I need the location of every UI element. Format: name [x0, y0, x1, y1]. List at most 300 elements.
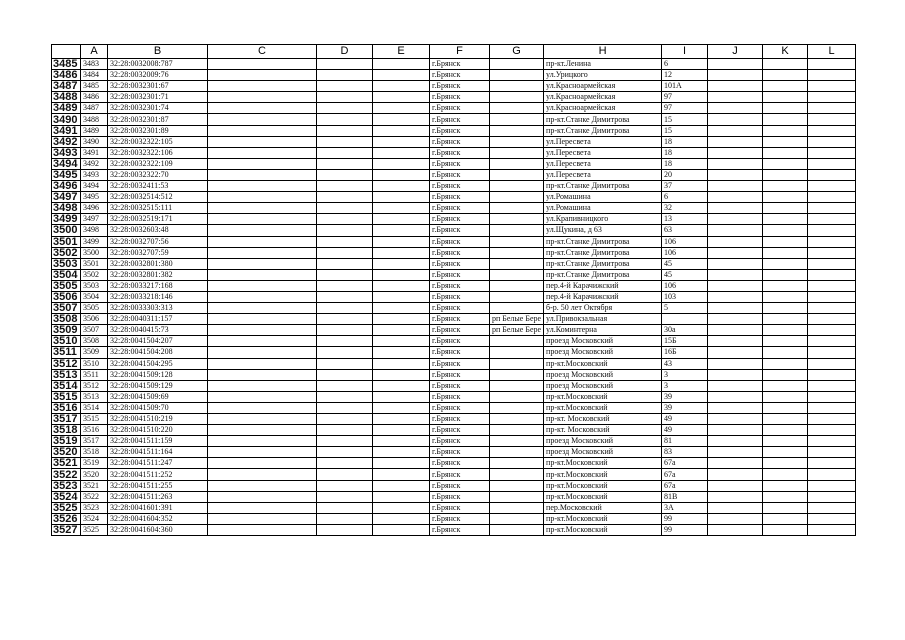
cell-h[interactable]: проезд Московский — [544, 369, 662, 380]
cell-i[interactable]: 99 — [662, 524, 708, 535]
cell-c[interactable] — [208, 458, 317, 469]
cell-d[interactable] — [317, 269, 373, 280]
cell-g[interactable] — [490, 391, 544, 402]
cell-c[interactable] — [208, 524, 317, 535]
cell-h[interactable]: пр-кт.Московский — [544, 458, 662, 469]
cell-j[interactable] — [708, 391, 763, 402]
cell-g[interactable]: рп Белые Бере — [490, 325, 544, 336]
cell-c[interactable] — [208, 480, 317, 491]
cell-d[interactable] — [317, 414, 373, 425]
cell-i[interactable]: 15Б — [662, 336, 708, 347]
cell-c[interactable] — [208, 513, 317, 524]
row-header[interactable]: 3511 — [52, 347, 81, 358]
cell-g[interactable] — [490, 303, 544, 314]
cell-k[interactable] — [763, 469, 808, 480]
cell-g[interactable] — [490, 358, 544, 369]
cell-g[interactable] — [490, 258, 544, 269]
cell-e[interactable] — [373, 269, 430, 280]
cell-l[interactable] — [808, 258, 856, 269]
cell-d[interactable] — [317, 325, 373, 336]
cell-a[interactable]: 3513 — [81, 391, 108, 402]
cell-e[interactable] — [373, 203, 430, 214]
cell-c[interactable] — [208, 447, 317, 458]
cell-a[interactable]: 3485 — [81, 81, 108, 92]
cell-c[interactable] — [208, 114, 317, 125]
cell-a[interactable]: 3508 — [81, 336, 108, 347]
cell-b[interactable]: 32:28:0033218:146 — [108, 291, 208, 302]
cell-d[interactable] — [317, 169, 373, 180]
cell-f[interactable]: г.Брянск — [430, 391, 490, 402]
cell-f[interactable]: г.Брянск — [430, 325, 490, 336]
cell-c[interactable] — [208, 491, 317, 502]
cell-d[interactable] — [317, 436, 373, 447]
cell-e[interactable] — [373, 480, 430, 491]
cell-e[interactable] — [373, 369, 430, 380]
cell-l[interactable] — [808, 169, 856, 180]
cell-c[interactable] — [208, 258, 317, 269]
cell-f[interactable]: г.Брянск — [430, 59, 490, 70]
cell-d[interactable] — [317, 425, 373, 436]
cell-l[interactable] — [808, 402, 856, 413]
cell-b[interactable]: 32:28:0032514:512 — [108, 192, 208, 203]
cell-f[interactable]: г.Брянск — [430, 314, 490, 325]
cell-c[interactable] — [208, 425, 317, 436]
cell-k[interactable] — [763, 236, 808, 247]
column-header-f[interactable]: F — [430, 45, 490, 59]
cell-h[interactable]: проезд Московский — [544, 336, 662, 347]
cell-d[interactable] — [317, 380, 373, 391]
cell-j[interactable] — [708, 125, 763, 136]
cell-f[interactable]: г.Брянск — [430, 214, 490, 225]
cell-d[interactable] — [317, 81, 373, 92]
cell-i[interactable]: 67а — [662, 480, 708, 491]
cell-h[interactable]: пр-кт.Станке Димитрова — [544, 114, 662, 125]
cell-b[interactable]: 32:28:0032301:67 — [108, 81, 208, 92]
cell-a[interactable]: 3503 — [81, 280, 108, 291]
cell-i[interactable]: 12 — [662, 70, 708, 81]
cell-f[interactable]: г.Брянск — [430, 225, 490, 236]
row-header[interactable]: 3527 — [52, 524, 81, 535]
cell-c[interactable] — [208, 469, 317, 480]
cell-b[interactable]: 32:28:0041511:255 — [108, 480, 208, 491]
cell-i[interactable]: 45 — [662, 269, 708, 280]
cell-a[interactable]: 3520 — [81, 469, 108, 480]
cell-l[interactable] — [808, 214, 856, 225]
cell-e[interactable] — [373, 491, 430, 502]
cell-l[interactable] — [808, 447, 856, 458]
cell-l[interactable] — [808, 502, 856, 513]
cell-e[interactable] — [373, 192, 430, 203]
cell-i[interactable]: 63 — [662, 225, 708, 236]
cell-a[interactable]: 3505 — [81, 303, 108, 314]
cell-g[interactable] — [490, 147, 544, 158]
cell-g[interactable] — [490, 336, 544, 347]
cell-k[interactable] — [763, 391, 808, 402]
cell-e[interactable] — [373, 136, 430, 147]
row-header[interactable]: 3515 — [52, 391, 81, 402]
cell-e[interactable] — [373, 258, 430, 269]
cell-l[interactable] — [808, 203, 856, 214]
cell-i[interactable]: 3 — [662, 380, 708, 391]
row-header[interactable]: 3489 — [52, 103, 81, 114]
cell-e[interactable] — [373, 425, 430, 436]
cell-k[interactable] — [763, 314, 808, 325]
cell-k[interactable] — [763, 103, 808, 114]
cell-g[interactable] — [490, 136, 544, 147]
cell-g[interactable] — [490, 380, 544, 391]
cell-f[interactable]: г.Брянск — [430, 258, 490, 269]
cell-a[interactable]: 3504 — [81, 291, 108, 302]
cell-j[interactable] — [708, 214, 763, 225]
row-header[interactable]: 3485 — [52, 59, 81, 70]
cell-k[interactable] — [763, 81, 808, 92]
cell-i[interactable]: 3А — [662, 502, 708, 513]
cell-a[interactable]: 3506 — [81, 314, 108, 325]
cell-h[interactable]: ул.Крапивницкого — [544, 214, 662, 225]
cell-a[interactable]: 3488 — [81, 114, 108, 125]
cell-b[interactable]: 32:28:0033303:313 — [108, 303, 208, 314]
cell-k[interactable] — [763, 380, 808, 391]
cell-f[interactable]: г.Брянск — [430, 369, 490, 380]
cell-a[interactable]: 3487 — [81, 103, 108, 114]
cell-a[interactable]: 3499 — [81, 236, 108, 247]
cell-a[interactable]: 3483 — [81, 59, 108, 70]
cell-j[interactable] — [708, 247, 763, 258]
cell-g[interactable] — [490, 280, 544, 291]
cell-h[interactable]: пр-кт.Московский — [544, 402, 662, 413]
cell-a[interactable]: 3512 — [81, 380, 108, 391]
cell-c[interactable] — [208, 136, 317, 147]
cell-g[interactable] — [490, 369, 544, 380]
cell-f[interactable]: г.Брянск — [430, 70, 490, 81]
cell-k[interactable] — [763, 480, 808, 491]
cell-e[interactable] — [373, 147, 430, 158]
cell-a[interactable]: 3491 — [81, 147, 108, 158]
cell-c[interactable] — [208, 70, 317, 81]
row-header[interactable]: 3496 — [52, 181, 81, 192]
row-header[interactable]: 3503 — [52, 258, 81, 269]
cell-e[interactable] — [373, 236, 430, 247]
cell-c[interactable] — [208, 103, 317, 114]
cell-j[interactable] — [708, 502, 763, 513]
cell-g[interactable] — [490, 70, 544, 81]
cell-f[interactable]: г.Брянск — [430, 136, 490, 147]
cell-a[interactable]: 3501 — [81, 258, 108, 269]
cell-j[interactable] — [708, 336, 763, 347]
cell-i[interactable]: 18 — [662, 158, 708, 169]
cell-b[interactable]: 32:28:0032515:111 — [108, 203, 208, 214]
cell-d[interactable] — [317, 314, 373, 325]
cell-b[interactable]: 32:28:0041509:129 — [108, 380, 208, 391]
cell-f[interactable]: г.Брянск — [430, 280, 490, 291]
cell-g[interactable] — [490, 414, 544, 425]
cell-f[interactable]: г.Брянск — [430, 181, 490, 192]
cell-b[interactable]: 32:28:0041511:252 — [108, 469, 208, 480]
cell-j[interactable] — [708, 369, 763, 380]
cell-g[interactable] — [490, 347, 544, 358]
cell-k[interactable] — [763, 524, 808, 535]
cell-g[interactable] — [490, 247, 544, 258]
cell-l[interactable] — [808, 314, 856, 325]
cell-b[interactable]: 32:28:0041504:207 — [108, 336, 208, 347]
cell-j[interactable] — [708, 303, 763, 314]
cell-d[interactable] — [317, 114, 373, 125]
cell-c[interactable] — [208, 369, 317, 380]
cell-a[interactable]: 3495 — [81, 192, 108, 203]
cell-j[interactable] — [708, 402, 763, 413]
row-header[interactable]: 3486 — [52, 70, 81, 81]
cell-d[interactable] — [317, 402, 373, 413]
row-header[interactable]: 3522 — [52, 469, 81, 480]
cell-j[interactable] — [708, 291, 763, 302]
cell-g[interactable] — [490, 214, 544, 225]
cell-f[interactable]: г.Брянск — [430, 447, 490, 458]
row-header[interactable]: 3499 — [52, 214, 81, 225]
cell-h[interactable]: ул.Пересвета — [544, 158, 662, 169]
cell-i[interactable]: 81 — [662, 436, 708, 447]
cell-i[interactable]: 18 — [662, 147, 708, 158]
cell-b[interactable]: 32:28:0032008:787 — [108, 59, 208, 70]
cell-h[interactable]: б-р. 50 лет Октября — [544, 303, 662, 314]
row-header[interactable]: 3497 — [52, 192, 81, 203]
cell-i[interactable]: 3 — [662, 369, 708, 380]
cell-b[interactable]: 32:28:0032603:48 — [108, 225, 208, 236]
cell-i[interactable]: 49 — [662, 425, 708, 436]
cell-i[interactable]: 67а — [662, 458, 708, 469]
cell-b[interactable]: 32:28:0041511:247 — [108, 458, 208, 469]
cell-k[interactable] — [763, 125, 808, 136]
column-header-g[interactable]: G — [490, 45, 544, 59]
cell-k[interactable] — [763, 247, 808, 258]
row-header[interactable]: 3508 — [52, 314, 81, 325]
corner-cell[interactable] — [52, 45, 81, 59]
row-header[interactable]: 3507 — [52, 303, 81, 314]
cell-g[interactable] — [490, 291, 544, 302]
cell-c[interactable] — [208, 192, 317, 203]
cell-e[interactable] — [373, 125, 430, 136]
cell-j[interactable] — [708, 192, 763, 203]
cell-c[interactable] — [208, 402, 317, 413]
cell-b[interactable]: 32:28:0032301:74 — [108, 103, 208, 114]
row-header[interactable]: 3504 — [52, 269, 81, 280]
cell-l[interactable] — [808, 269, 856, 280]
cell-j[interactable] — [708, 59, 763, 70]
cell-j[interactable] — [708, 325, 763, 336]
cell-k[interactable] — [763, 203, 808, 214]
cell-d[interactable] — [317, 524, 373, 535]
cell-f[interactable]: г.Брянск — [430, 402, 490, 413]
cell-f[interactable]: г.Брянск — [430, 236, 490, 247]
cell-d[interactable] — [317, 214, 373, 225]
cell-i[interactable]: 97 — [662, 103, 708, 114]
cell-e[interactable] — [373, 169, 430, 180]
cell-d[interactable] — [317, 347, 373, 358]
column-header-l[interactable]: L — [808, 45, 856, 59]
cell-b[interactable]: 32:28:0032519:171 — [108, 214, 208, 225]
cell-l[interactable] — [808, 436, 856, 447]
cell-h[interactable]: пр-кт.Ленина — [544, 59, 662, 70]
cell-c[interactable] — [208, 314, 317, 325]
cell-g[interactable] — [490, 269, 544, 280]
row-header[interactable]: 3505 — [52, 280, 81, 291]
cell-j[interactable] — [708, 480, 763, 491]
cell-j[interactable] — [708, 436, 763, 447]
cell-a[interactable]: 3525 — [81, 524, 108, 535]
cell-h[interactable]: ул.Пересвета — [544, 169, 662, 180]
cell-l[interactable] — [808, 325, 856, 336]
cell-e[interactable] — [373, 303, 430, 314]
row-header[interactable]: 3510 — [52, 336, 81, 347]
cell-l[interactable] — [808, 236, 856, 247]
cell-k[interactable] — [763, 169, 808, 180]
cell-k[interactable] — [763, 402, 808, 413]
cell-k[interactable] — [763, 325, 808, 336]
cell-c[interactable] — [208, 436, 317, 447]
cell-c[interactable] — [208, 325, 317, 336]
cell-e[interactable] — [373, 181, 430, 192]
cell-i[interactable]: 43 — [662, 358, 708, 369]
cell-d[interactable] — [317, 192, 373, 203]
cell-g[interactable] — [490, 402, 544, 413]
cell-b[interactable]: 32:28:0041511:164 — [108, 447, 208, 458]
cell-h[interactable]: пр-кт. Московский — [544, 414, 662, 425]
cell-j[interactable] — [708, 314, 763, 325]
cell-k[interactable] — [763, 291, 808, 302]
row-header[interactable]: 3512 — [52, 358, 81, 369]
cell-h[interactable]: проезд Московский — [544, 380, 662, 391]
row-header[interactable]: 3506 — [52, 291, 81, 302]
cell-e[interactable] — [373, 81, 430, 92]
cell-a[interactable]: 3523 — [81, 502, 108, 513]
cell-f[interactable]: г.Брянск — [430, 125, 490, 136]
cell-g[interactable] — [490, 81, 544, 92]
cell-d[interactable] — [317, 369, 373, 380]
cell-l[interactable] — [808, 114, 856, 125]
cell-j[interactable] — [708, 181, 763, 192]
cell-c[interactable] — [208, 158, 317, 169]
cell-c[interactable] — [208, 147, 317, 158]
cell-d[interactable] — [317, 59, 373, 70]
cell-a[interactable]: 3524 — [81, 513, 108, 524]
cell-k[interactable] — [763, 358, 808, 369]
cell-f[interactable]: г.Брянск — [430, 436, 490, 447]
row-header[interactable]: 3487 — [52, 81, 81, 92]
cell-j[interactable] — [708, 425, 763, 436]
cell-g[interactable] — [490, 181, 544, 192]
cell-l[interactable] — [808, 458, 856, 469]
cell-d[interactable] — [317, 147, 373, 158]
cell-c[interactable] — [208, 280, 317, 291]
row-header[interactable]: 3524 — [52, 491, 81, 502]
cell-a[interactable]: 3517 — [81, 436, 108, 447]
cell-g[interactable] — [490, 103, 544, 114]
cell-j[interactable] — [708, 136, 763, 147]
cell-l[interactable] — [808, 513, 856, 524]
cell-f[interactable]: г.Брянск — [430, 269, 490, 280]
cell-g[interactable] — [490, 114, 544, 125]
cell-e[interactable] — [373, 314, 430, 325]
cell-b[interactable]: 32:28:0040415:73 — [108, 325, 208, 336]
cell-b[interactable]: 32:28:0032801:380 — [108, 258, 208, 269]
cell-i[interactable]: 45 — [662, 258, 708, 269]
cell-i[interactable]: 67а — [662, 469, 708, 480]
cell-b[interactable]: 32:28:0032801:382 — [108, 269, 208, 280]
cell-b[interactable]: 32:28:0032707:56 — [108, 236, 208, 247]
cell-a[interactable]: 3515 — [81, 414, 108, 425]
cell-e[interactable] — [373, 114, 430, 125]
cell-j[interactable] — [708, 524, 763, 535]
cell-b[interactable]: 32:28:0041601:391 — [108, 502, 208, 513]
cell-l[interactable] — [808, 347, 856, 358]
cell-c[interactable] — [208, 303, 317, 314]
cell-k[interactable] — [763, 258, 808, 269]
cell-d[interactable] — [317, 336, 373, 347]
row-header[interactable]: 3517 — [52, 414, 81, 425]
cell-f[interactable]: г.Брянск — [430, 291, 490, 302]
cell-l[interactable] — [808, 336, 856, 347]
cell-b[interactable]: 32:28:0032411:53 — [108, 181, 208, 192]
cell-c[interactable] — [208, 502, 317, 513]
cell-b[interactable]: 32:28:0032322:109 — [108, 158, 208, 169]
cell-l[interactable] — [808, 469, 856, 480]
cell-g[interactable] — [490, 458, 544, 469]
cell-k[interactable] — [763, 225, 808, 236]
cell-l[interactable] — [808, 291, 856, 302]
cell-k[interactable] — [763, 336, 808, 347]
cell-k[interactable] — [763, 114, 808, 125]
cell-b[interactable]: 32:28:0032301:87 — [108, 114, 208, 125]
cell-c[interactable] — [208, 203, 317, 214]
row-header[interactable]: 3493 — [52, 147, 81, 158]
cell-d[interactable] — [317, 491, 373, 502]
row-header[interactable]: 3492 — [52, 136, 81, 147]
cell-h[interactable]: ул.Пересвета — [544, 136, 662, 147]
cell-c[interactable] — [208, 247, 317, 258]
cell-a[interactable]: 3484 — [81, 70, 108, 81]
cell-d[interactable] — [317, 303, 373, 314]
cell-i[interactable]: 83 — [662, 447, 708, 458]
cell-f[interactable]: г.Брянск — [430, 247, 490, 258]
cell-i[interactable]: 6 — [662, 192, 708, 203]
cell-k[interactable] — [763, 269, 808, 280]
cell-l[interactable] — [808, 425, 856, 436]
cell-b[interactable]: 32:28:0041604:352 — [108, 513, 208, 524]
cell-e[interactable] — [373, 92, 430, 103]
cell-h[interactable]: ул.Привокзальная — [544, 314, 662, 325]
cell-h[interactable]: пер.Московский — [544, 502, 662, 513]
cell-k[interactable] — [763, 447, 808, 458]
cell-f[interactable]: г.Брянск — [430, 192, 490, 203]
cell-f[interactable]: г.Брянск — [430, 303, 490, 314]
cell-h[interactable]: пр-кт.Станке Димитрова — [544, 125, 662, 136]
cell-c[interactable] — [208, 269, 317, 280]
cell-c[interactable] — [208, 181, 317, 192]
cell-f[interactable]: г.Брянск — [430, 92, 490, 103]
cell-i[interactable]: 30а — [662, 325, 708, 336]
cell-l[interactable] — [808, 181, 856, 192]
cell-k[interactable] — [763, 458, 808, 469]
cell-e[interactable] — [373, 280, 430, 291]
cell-d[interactable] — [317, 502, 373, 513]
cell-e[interactable] — [373, 347, 430, 358]
cell-e[interactable] — [373, 336, 430, 347]
cell-a[interactable]: 3522 — [81, 491, 108, 502]
cell-g[interactable] — [490, 480, 544, 491]
cell-j[interactable] — [708, 169, 763, 180]
cell-c[interactable] — [208, 291, 317, 302]
cell-c[interactable] — [208, 414, 317, 425]
cell-g[interactable] — [490, 502, 544, 513]
